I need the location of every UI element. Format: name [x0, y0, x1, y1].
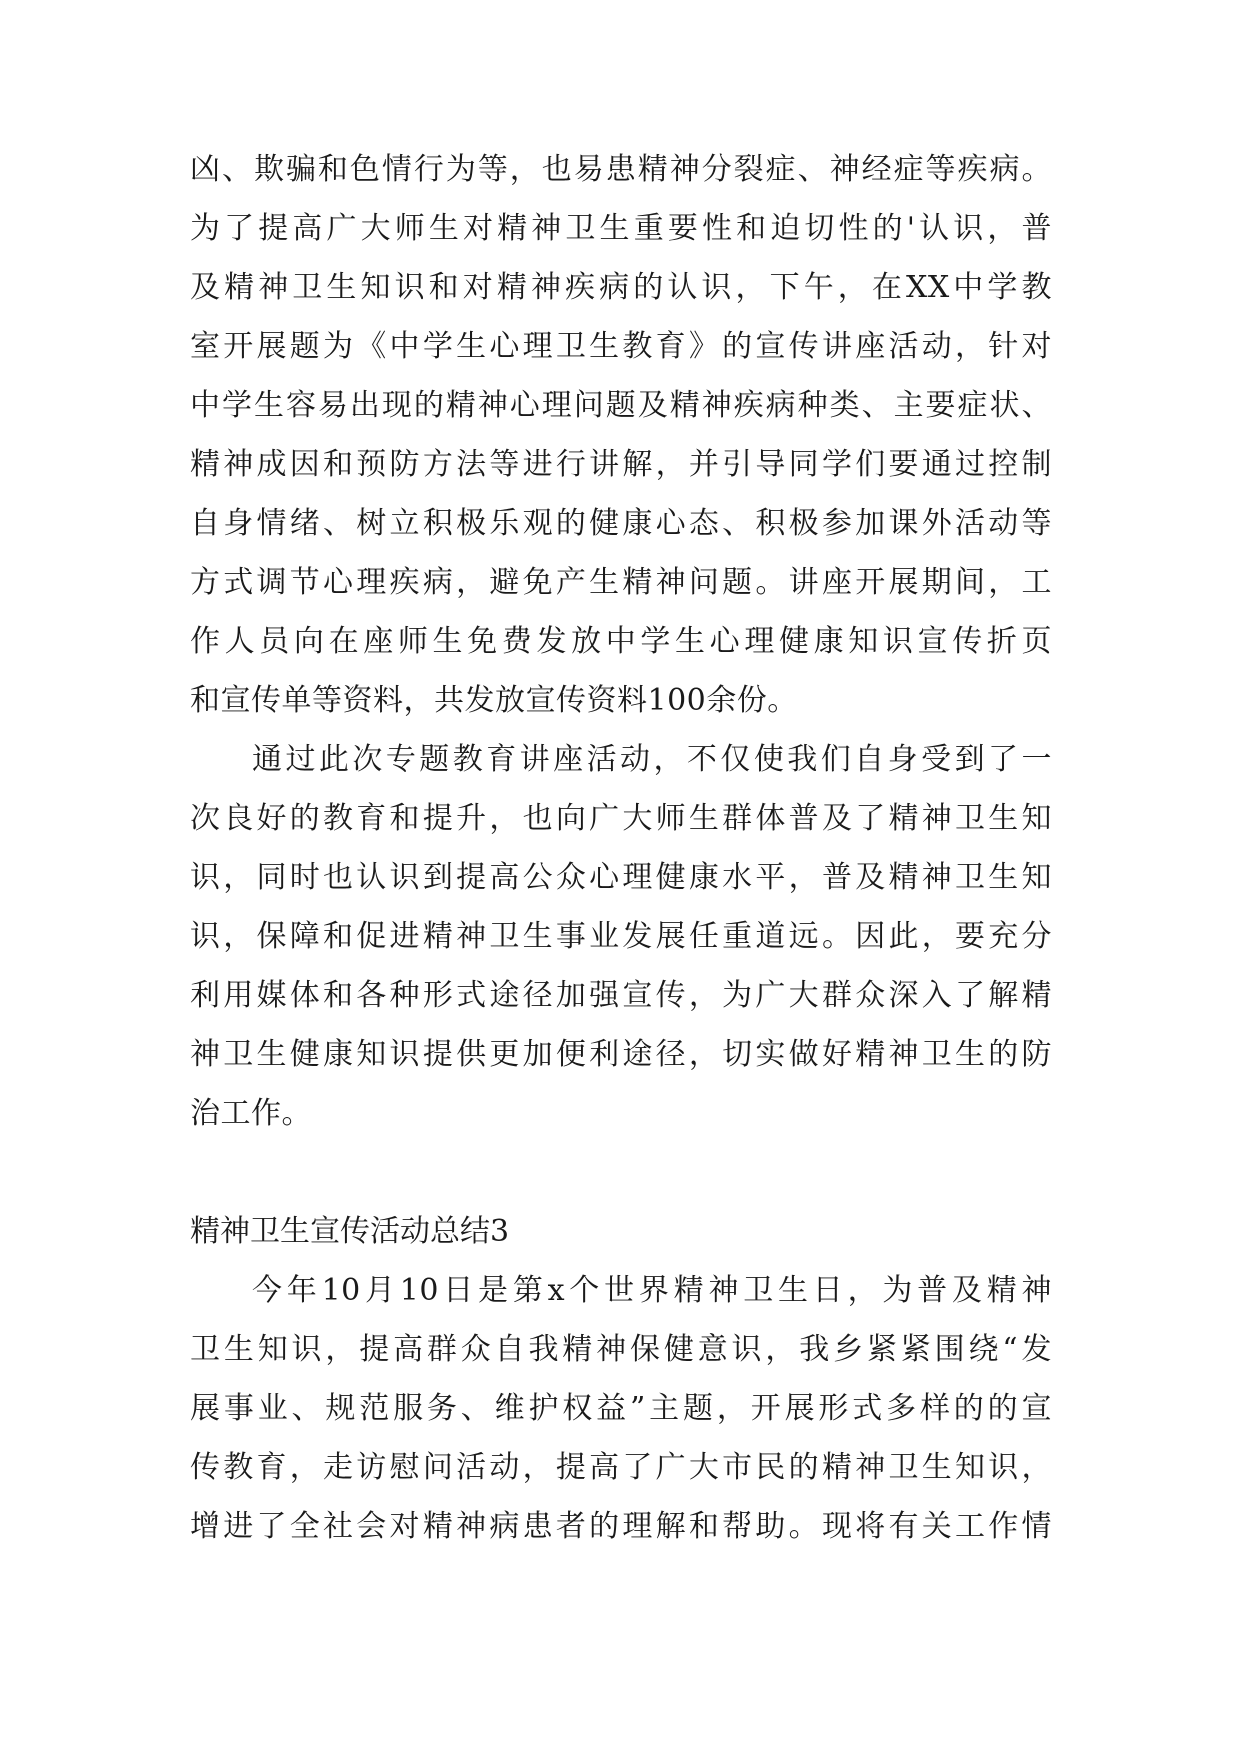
- paragraph-1-line: 为了提高广大师生对精神卫生重要性和迫切性的'认识，普: [190, 211, 1052, 246]
- paragraph-3-line: 增进了全社会对精神病患者的理解和帮助。现将有关工作情: [190, 1509, 1052, 1544]
- paragraph-2-line: 识，同时也认识到提高公众心理健康水平，普及精神卫生知: [190, 860, 1052, 895]
- paragraph-1-line: 自身情绪、树立积极乐观的健康心态、积极参加课外活动等: [190, 506, 1052, 541]
- paragraph-2-line: 次良好的教育和提升，也向广大师生群体普及了精神卫生知: [190, 801, 1052, 836]
- paragraph-1-line: 凶、欺骗和色情行为等，也易患精神分裂症、神经症等疾病。: [190, 152, 1052, 187]
- paragraph-2-line: 神卫生健康知识提供更加便利途径，切实做好精神卫生的防: [190, 1037, 1052, 1072]
- paragraph-1-line: 方式调节心理疾病，避免产生精神问题。讲座开展期间，工: [190, 565, 1052, 600]
- paragraph-3-line: 展事业、规范服务、维护权益”主题，开展形式多样的的宣: [190, 1391, 1052, 1426]
- paragraph-1-line: 室开展题为《中学生心理卫生教育》的宣传讲座活动，针对: [190, 329, 1052, 364]
- paragraph-1: [190, 140, 1052, 730]
- paragraph-1-line: 精神成因和预防方法等进行讲解，并引导同学们要通过控制: [190, 447, 1052, 482]
- paragraph-2-line: 识，保障和促进精神卫生事业发展任重道远。因此，要充分: [190, 919, 1052, 954]
- paragraph-3: [190, 1261, 1052, 1556]
- paragraph-2-line: 通过此次专题教育讲座活动，不仅使我们自身受到了一: [252, 742, 1052, 777]
- paragraph-2-line: 利用媒体和各种形式途径加强宣传，为广大群众深入了解精: [190, 978, 1052, 1013]
- paragraph-3-line: 传教育，走访慰问活动，提高了广大市民的精神卫生知识，: [190, 1450, 1052, 1485]
- paragraph-3-line: 今年10月10日是第x个世界精神卫生日，为普及精神: [252, 1273, 1052, 1308]
- paragraph-3-line: 卫生知识，提高群众自我精神保健意识，我乡紧紧围绕“发: [190, 1332, 1052, 1367]
- paragraph-1-line: 及精神卫生知识和对精神疾病的认识，下午，在XX中学教: [190, 270, 1052, 305]
- paragraph-1-line: 作人员向在座师生免费发放中学生心理健康知识宣传折页: [190, 624, 1052, 659]
- paragraph-1-line: 和宣传单等资料，共发放宣传资料100余份。: [190, 683, 798, 718]
- paragraph-2-line: 治工作。: [190, 1096, 312, 1131]
- section-heading: 精神卫生宣传活动总结3: [190, 1214, 510, 1249]
- paragraph-1-line: 中学生容易出现的精神心理问题及精神疾病种类、主要症状、: [190, 388, 1052, 423]
- paragraph-2: [190, 730, 1052, 1143]
